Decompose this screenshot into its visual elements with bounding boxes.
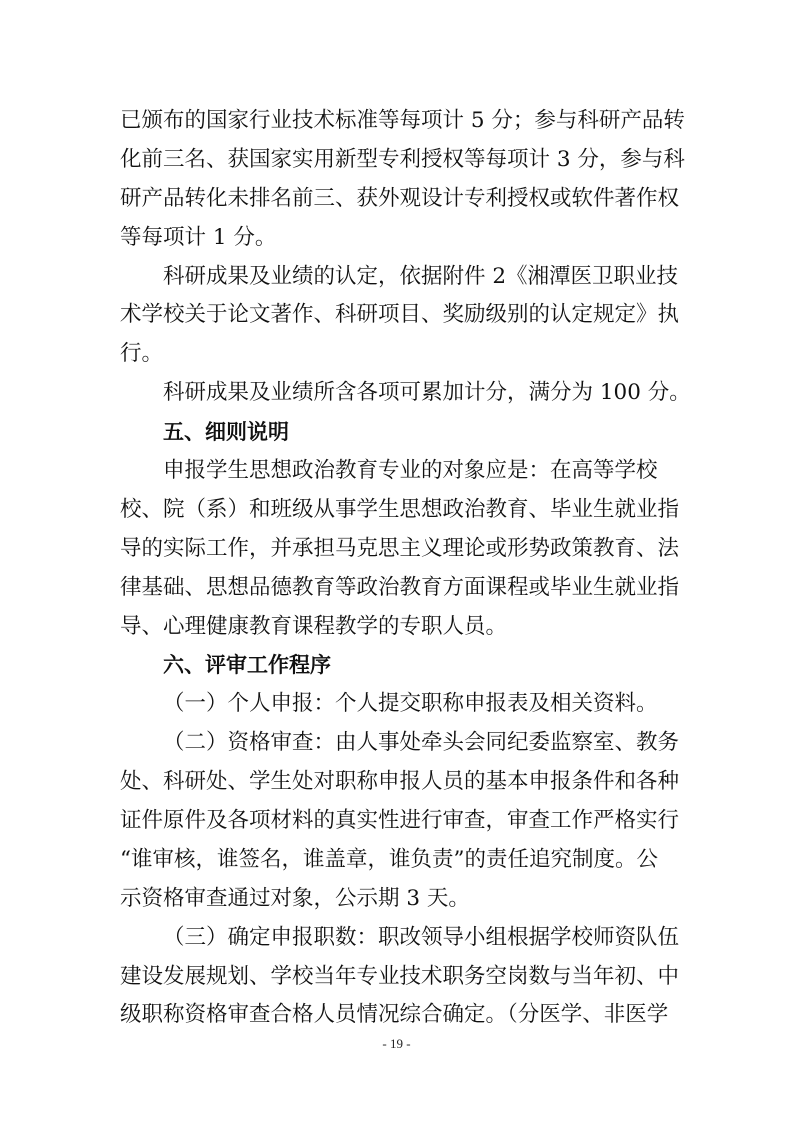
text-line: 律基础、思想品德教育等政治教育方面课程或毕业生就业指	[120, 574, 680, 600]
text-line: 行。	[120, 341, 164, 367]
text-line: （一）个人申报：个人提交职称申报表及相关资料。	[163, 691, 658, 717]
text-line: （二）资格审查：由人事处牵头会同纪委监察室、教务	[163, 730, 680, 756]
document-body	[120, 102, 692, 1035]
text-line: 化前三名、获国家实用新型专利授权等每项计 3 分，参与科	[120, 146, 685, 172]
text-line: “谁审核，谁签名，谁盖章，谁负责”的责任追究制度。公	[120, 846, 658, 872]
text-line: 已颁布的国家行业技术标准等每项计 5 分；参与科研产品转	[120, 108, 685, 133]
text-line: 建设发展规划、学校当年专业技术职务空岗数与当年初、中	[120, 963, 680, 989]
text-line: 等每项计 1 分。	[120, 224, 277, 250]
text-line: 研产品转化未排名前三、获外观设计专利授权或软件著作权	[120, 185, 680, 211]
page-number: - 19 -	[382, 1036, 411, 1051]
text-line: 科研成果及业绩所含各项可累加计分，满分为 100 分。	[163, 380, 691, 406]
text-line: 处、科研处、学生处对职称申报人员的基本申报条件和各种	[120, 769, 680, 795]
text-line: 科研成果及业绩的认定，依据附件 2《湘潭医卫职业技	[163, 263, 679, 289]
text-line: 申报学生思想政治教育专业的对象应是：在高等学校	[163, 458, 658, 484]
section-heading: 五、细则说明	[163, 420, 289, 445]
text-line: （三）确定申报职数：职改领导小组根据学校师资队伍	[163, 924, 680, 950]
text-line: 校、院（系）和班级从事学生思想政治教育、毕业生就业指	[120, 496, 680, 522]
text-line: 证件原件及各项材料的真实性进行审查，审查工作严格实行	[120, 808, 680, 834]
section-heading: 六、评审工作程序	[163, 653, 331, 678]
text-line: 导、心理健康教育课程教学的专职人员。	[120, 613, 508, 639]
text-line: 导的实际工作，并承担马克思主义理论或形势政策教育、法	[120, 535, 680, 561]
text-line: 术学校关于论文著作、科研项目、奖励级别的认定规定》执	[120, 302, 680, 328]
text-line: 示资格审查通过对象，公示期 3 天。	[120, 885, 470, 911]
text-line: 级职称资格审查合格人员情况综合确定。（分医学、非医学	[120, 1002, 669, 1028]
